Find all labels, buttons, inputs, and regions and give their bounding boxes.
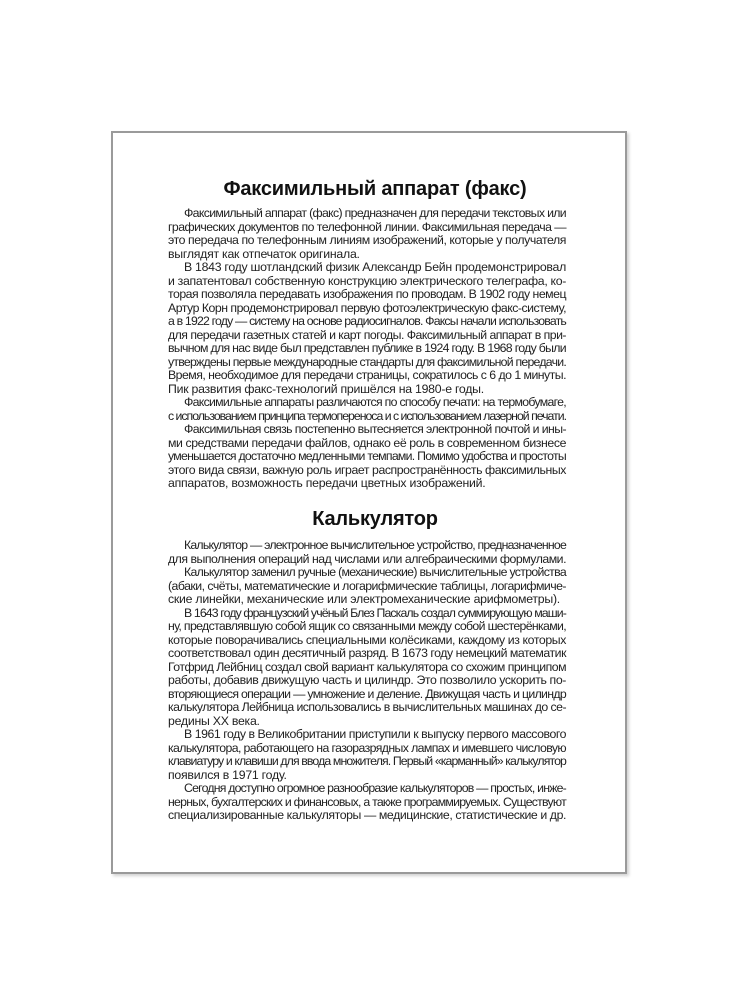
text-line: соответствовал один десятичный разряд. В 1673 году немецкий математик xyxy=(168,646,566,660)
text-line: Готфрид Лейбниц создал свой вариант калькулятора со схожим принципом xyxy=(168,659,566,674)
text-line: работы, добавив движущую часть и цилиндр. Это позволило ускорить по- xyxy=(168,673,566,687)
paragraph xyxy=(168,607,566,729)
paragraph xyxy=(168,728,566,782)
text-line: ну, представлявшую собой ящик со связанными между собой шестерёнками, xyxy=(168,619,566,633)
text-line: нерных, бухгалтерских и финансовых, а также программируемых. Существуют xyxy=(168,794,566,809)
paragraph xyxy=(168,261,566,396)
text-line: для выполнения операций над числами или алгебраическими формулами. xyxy=(168,551,566,566)
text-line: В 1643 году французский учёный Блез Паскаль создал суммирующую маши- xyxy=(184,605,566,620)
text-line: Факсимильный аппарат (факс) предназначен для передачи текстовых или xyxy=(184,206,566,220)
text-line: Факсимильные аппараты различаются по способу печати: на термобумаге, xyxy=(184,395,566,409)
text-line: выглядят как отпечаток оригинала. xyxy=(168,246,360,261)
text-line: (абаки, счёты, математические и логарифмические таблицы, логарифмиче- xyxy=(168,578,566,593)
section-title-fax: Факсимильный аппарат (факс) xyxy=(223,178,527,200)
text-line: уменьшается достаточно медленными темпами. Помимо удобства и простоты xyxy=(168,449,566,463)
text-line: ские линейки, механические или электромеханические арифмометры). xyxy=(168,592,560,606)
paragraph xyxy=(168,207,566,261)
text-line: калькулятора Лейбница использовались в вычислительных машинах до се- xyxy=(168,700,566,714)
text-line: вычном для нас виде был представлен публике в 1924 году. В 1968 году были xyxy=(168,341,566,355)
text-line: которые поворачивались специальными колёсиками, каждому из которых xyxy=(168,632,566,647)
text-line: Артур Корн продемонстрировал первую фотоэлектрическую факс-систему, xyxy=(168,300,566,315)
paragraph xyxy=(168,566,566,607)
text-line: Факсимильная связь постепенно вытесняется электронной почтой и ины- xyxy=(184,422,566,436)
text-line: редины XX века. xyxy=(168,713,260,728)
text-line: аппаратов, возможность передачи цветных изображений. xyxy=(168,476,486,490)
text-line: ми средствами передачи файлов, однако её роль в современном бизнесе xyxy=(168,435,567,450)
text-line: а в 1922 году — систему на основе радиосигналов. Факсы начали использовать xyxy=(168,314,566,328)
text-line: Калькулятор заменил ручные (механические) вычислительные устройства xyxy=(184,565,566,579)
paragraph xyxy=(168,396,566,423)
text-line: Пик развития факс-технологий пришёлся на 1980-е годы. xyxy=(168,381,484,396)
text-line: Сегодня доступно огромное разнообразие калькуляторов — простых, инже- xyxy=(184,781,566,795)
text-line: В 1843 году шотландский физик Александр Бейн продемонстрировал xyxy=(184,260,566,274)
text-line: специализированные калькуляторы — медицинские, статистические и др. xyxy=(168,808,566,822)
section-body-fax xyxy=(168,207,566,491)
text-line: калькулятора, работающего на газоразрядных лампах и имевшего числовую xyxy=(168,740,566,755)
text-line: Калькулятор — электронное вычислительное устройство, предназначенное xyxy=(184,538,566,552)
section-body-calculator xyxy=(168,539,566,823)
text-line: это передача по телефонным линиям изображений, которые у получателя xyxy=(168,233,566,247)
text-line: для передачи газетных статей и карт погоды. Факсимильный аппарат в при- xyxy=(168,327,566,342)
text-line: и запатентовал собственную конструкцию электрического телеграфа, ко- xyxy=(168,273,566,288)
text-line: торая позволяла передавать изображения по проводам. В 1902 году немец xyxy=(168,287,566,301)
text-line: графических документов по телефонной линии. Факсимильная передача — xyxy=(168,219,566,234)
text-line: Время, необходимое для передачи страницы, сократилось с 6 до 1 минуты. xyxy=(168,368,566,382)
text-line: этого вида связи, важную роль играет распространённость факсимильных xyxy=(168,462,566,477)
paragraph xyxy=(168,782,566,823)
text-line: вторяющиеся операции — умножение и деление. Движущая часть и цилиндр xyxy=(168,686,566,701)
paragraph xyxy=(168,423,566,491)
section-title-calculator: Калькулятор xyxy=(312,508,438,530)
text-line: В 1961 году в Великобритании приступили к выпуску первого массового xyxy=(184,727,566,741)
text-line: утверждены первые международные стандарты для факсимильной передачи. xyxy=(168,354,566,369)
paragraph xyxy=(168,539,566,566)
text-line: клавиатуру и клавиши для ввода множителя. Первый «карманный» калькулятор xyxy=(168,754,566,768)
text-line: появился в 1971 году. xyxy=(168,767,287,782)
text-line: с использованием принципа термопереноса и с использованием лазерной печати. xyxy=(168,408,566,423)
